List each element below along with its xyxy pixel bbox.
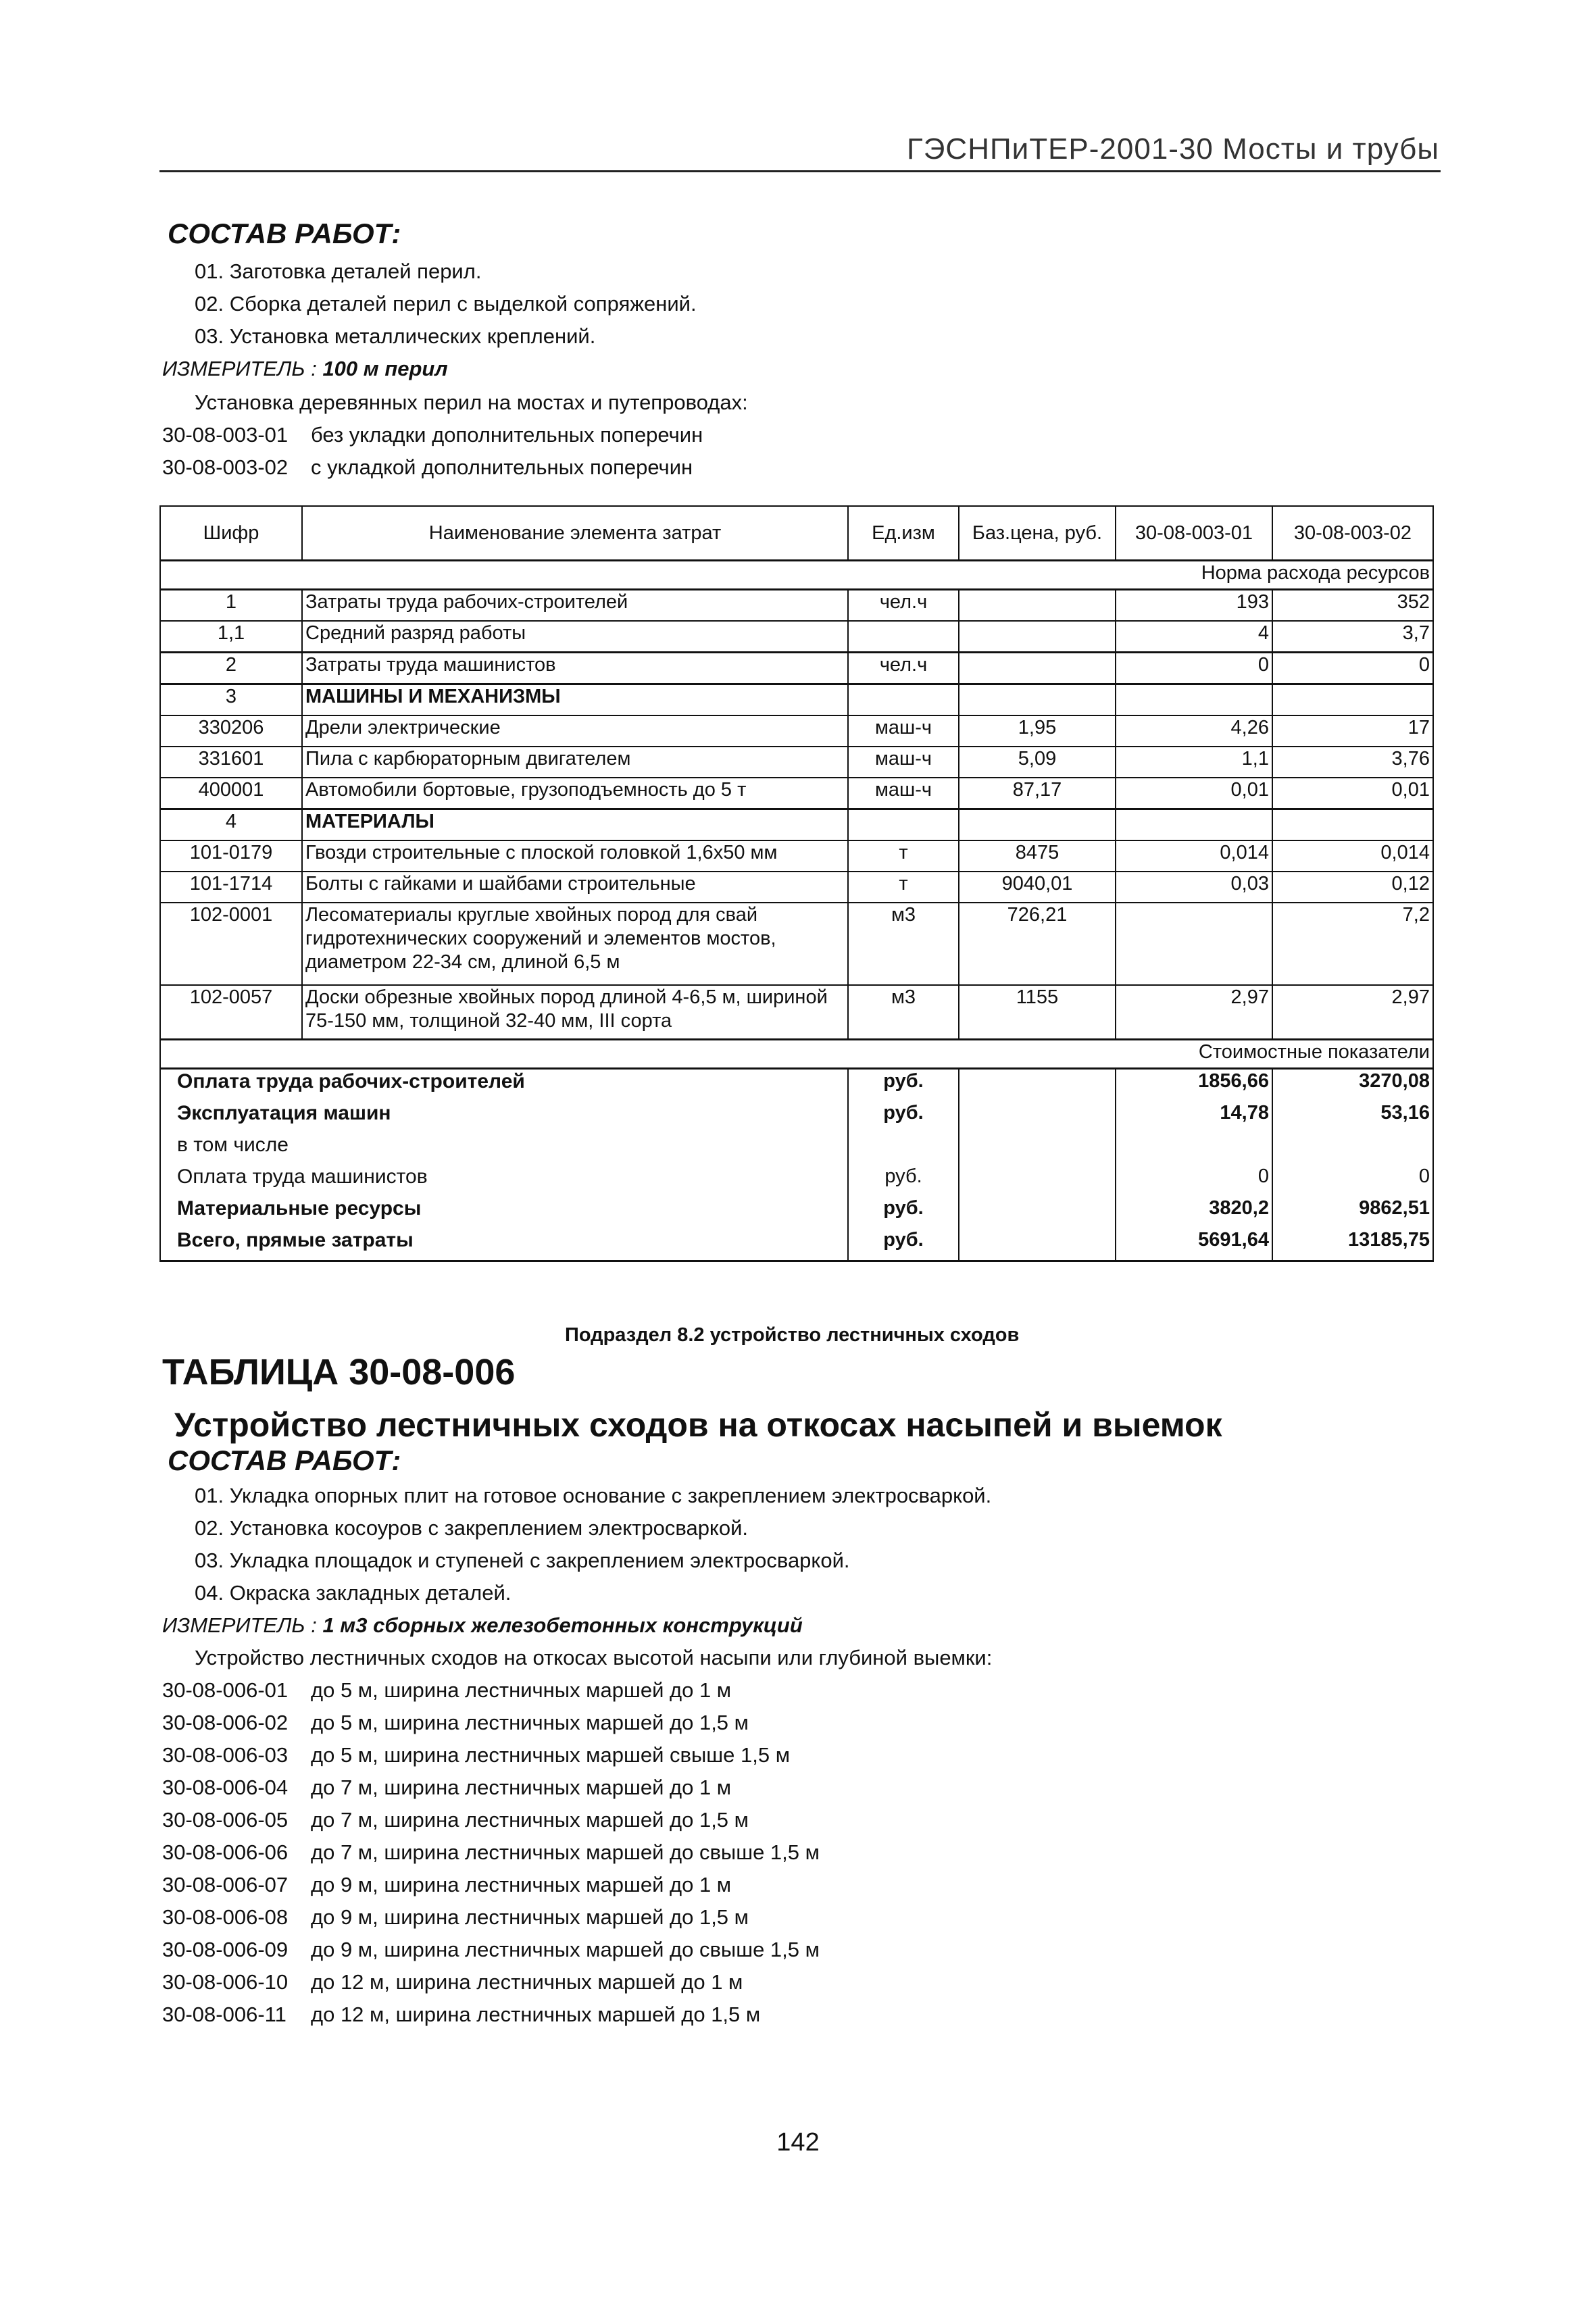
cell-name: Автомобили бортовые, грузоподъемность до 5 т	[302, 778, 848, 809]
summary-price	[959, 1228, 1116, 1261]
cell-unit	[848, 684, 959, 716]
cell-price: 726,21	[959, 903, 1116, 985]
summary-unit: руб.	[848, 1101, 959, 1133]
header-rule	[159, 170, 1441, 172]
cell-code: 101-1714	[160, 872, 302, 903]
cell-price	[959, 809, 1116, 841]
cell-rate-1	[1116, 809, 1272, 841]
rate-code: 30-08-006-11	[162, 2003, 286, 2026]
cell-code: 330206	[160, 715, 302, 747]
summary-rate-2	[1272, 1133, 1433, 1165]
cell-unit: м3	[848, 903, 959, 985]
cell-unit: м3	[848, 985, 959, 1040]
cell-price	[959, 653, 1116, 684]
cell-rate-2: 352	[1272, 590, 1433, 622]
rate-description: до 12 м, ширина лестничных маршей до 1,5 м	[311, 2003, 761, 2026]
summary-row	[160, 1228, 1433, 1261]
table-row	[160, 985, 1433, 1040]
table-row	[160, 590, 1433, 622]
cell-rate-2: 7,2	[1272, 903, 1433, 985]
summary-label: Материальные ресурсы	[160, 1197, 848, 1228]
summary-rate-1: 14,78	[1116, 1101, 1272, 1133]
cell-name: Пила с карбюраторным двигателем	[302, 747, 848, 778]
rate-code: 30-08-003-01	[162, 423, 289, 447]
cell-price: 5,09	[959, 747, 1116, 778]
norm-band-row	[160, 561, 1433, 590]
summary-price	[959, 1165, 1116, 1197]
rate-description: до 12 м, ширина лестничных маршей до 1 м	[311, 1970, 743, 1994]
cell-rate-2: 0,01	[1272, 778, 1433, 809]
summary-label: Оплата труда рабочих-строителей	[160, 1069, 848, 1102]
cell-unit: т	[848, 840, 959, 872]
rate-code: 30-08-006-08	[162, 1905, 289, 1929]
rate-code: 30-08-006-02	[162, 1711, 289, 1734]
summary-price	[959, 1101, 1116, 1133]
cell-name: Болты с гайками и шайбами строительные	[302, 872, 848, 903]
cell-name: Затраты труда машинистов	[302, 653, 848, 684]
cell-name: МАТЕРИАЛЫ	[302, 809, 848, 841]
cell-price: 1155	[959, 985, 1116, 1040]
table-row	[160, 778, 1433, 809]
cell-rate-1	[1116, 684, 1272, 716]
cell-rate-2	[1272, 684, 1433, 716]
cell-name: Доски обрезные хвойных пород длиной 4-6,5 м, шириной 75-150 мм, толщиной 32-40 мм, III сорта	[302, 985, 848, 1040]
summary-rate-1: 5691,64	[1116, 1228, 1272, 1261]
rate-intro: Установка деревянных перил на мостах и путепроводах:	[195, 391, 748, 414]
column-header-unit: Ед.изм	[848, 506, 959, 561]
cell-code: 101-0179	[160, 840, 302, 872]
rate-description: до 7 м, ширина лестничных маршей до 1 м	[311, 1776, 732, 1799]
cell-rate-1: 1,1	[1116, 747, 1272, 778]
cost-band-label: Стоимостные показатели	[160, 1040, 1433, 1069]
table-row	[160, 872, 1433, 903]
cell-name: Дрели электрические	[302, 715, 848, 747]
summary-price	[959, 1197, 1116, 1228]
summary-unit: руб.	[848, 1069, 959, 1102]
cell-price	[959, 621, 1116, 653]
work-step: 02. Сборка деталей перил с выделкой сопряжений.	[195, 292, 697, 316]
cell-price: 8475	[959, 840, 1116, 872]
column-header-rate-2: 30-08-003-02	[1272, 506, 1433, 561]
cell-code: 400001	[160, 778, 302, 809]
cell-rate-1	[1116, 903, 1272, 985]
rate-description: без укладки дополнительных поперечин	[311, 423, 703, 447]
summary-unit: руб.	[848, 1197, 959, 1228]
table-row	[160, 684, 1433, 716]
cell-unit: чел.ч	[848, 653, 959, 684]
cell-unit	[848, 809, 959, 841]
subsection-title: Подраздел 8.2 устройство лестничных сходов	[565, 1324, 1020, 1346]
cell-code: 102-0057	[160, 985, 302, 1040]
summary-price	[959, 1133, 1116, 1165]
rate-code: 30-08-006-06	[162, 1840, 289, 1864]
cell-unit: маш-ч	[848, 778, 959, 809]
cell-rate-2: 0,014	[1272, 840, 1433, 872]
summary-row	[160, 1101, 1433, 1133]
cell-code: 3	[160, 684, 302, 716]
cell-unit: т	[848, 872, 959, 903]
cell-unit: маш-ч	[848, 715, 959, 747]
page-number: 142	[776, 2128, 820, 2157]
cell-rate-2: 3,7	[1272, 621, 1433, 653]
cell-name: Затраты труда рабочих-строителей	[302, 590, 848, 622]
rate-code: 30-08-006-03	[162, 1743, 289, 1767]
measure-label: ИЗМЕРИТЕЛЬ :	[162, 1613, 323, 1637]
cell-rate-2: 0	[1272, 653, 1433, 684]
table-row	[160, 903, 1433, 985]
table-row	[160, 809, 1433, 841]
table-row	[160, 715, 1433, 747]
summary-rate-1: 1856,66	[1116, 1069, 1272, 1102]
cell-rate-2: 17	[1272, 715, 1433, 747]
summary-rate-2: 13185,75	[1272, 1228, 1433, 1261]
summary-unit	[848, 1133, 959, 1165]
rate-code: 30-08-006-04	[162, 1776, 289, 1799]
cell-rate-1: 2,97	[1116, 985, 1272, 1040]
summary-label: Оплата труда машинистов	[160, 1165, 848, 1197]
rate-description: до 5 м, ширина лестничных маршей до 1 м	[311, 1678, 732, 1702]
rate-description: до 7 м, ширина лестничных маршей до свыше 1,5 м	[311, 1840, 820, 1864]
cell-rate-1: 0,014	[1116, 840, 1272, 872]
cell-rate-1: 4,26	[1116, 715, 1272, 747]
cell-rate-1: 0,03	[1116, 872, 1272, 903]
cell-rate-1: 0,01	[1116, 778, 1272, 809]
work-step: 03. Укладка площадок и ступеней с закреплением электросваркой.	[195, 1549, 850, 1572]
cell-code: 1	[160, 590, 302, 622]
summary-rate-2: 0	[1272, 1165, 1433, 1197]
rate-code: 30-08-006-05	[162, 1808, 289, 1832]
summary-rate-1: 0	[1116, 1165, 1272, 1197]
cell-price: 87,17	[959, 778, 1116, 809]
rate-description: до 5 м, ширина лестничных маршей до 1,5 м	[311, 1711, 749, 1734]
summary-rate-2: 9862,51	[1272, 1197, 1433, 1228]
table-row	[160, 840, 1433, 872]
summary-rate-1	[1116, 1133, 1272, 1165]
table-header-row	[160, 506, 1433, 561]
cell-rate-2	[1272, 809, 1433, 841]
measure-value: 1 м3 сборных железобетонных конструкций	[322, 1613, 803, 1637]
running-header: ГЭСНПиТЕР-2001-30 Мосты и трубы	[906, 132, 1439, 166]
rate-description: до 9 м, ширина лестничных маршей до 1,5 м	[311, 1905, 749, 1929]
rate-intro: Устройство лестничных сходов на откосах высотой насыпи или глубиной выемки:	[195, 1646, 993, 1669]
summary-rate-1: 3820,2	[1116, 1197, 1272, 1228]
cell-code: 2	[160, 653, 302, 684]
cell-rate-1: 0	[1116, 653, 1272, 684]
measure-line	[162, 357, 448, 381]
column-header-rate-1: 30-08-003-01	[1116, 506, 1272, 561]
summary-price	[959, 1069, 1116, 1102]
cell-rate-2: 0,12	[1272, 872, 1433, 903]
rate-code: 30-08-006-10	[162, 1970, 289, 1994]
cell-price	[959, 684, 1116, 716]
column-header-name: Наименование элемента затрат	[302, 506, 848, 561]
cell-code: 1,1	[160, 621, 302, 653]
summary-label: Эксплуатация машин	[160, 1101, 848, 1133]
rate-code: 30-08-003-02	[162, 455, 289, 479]
cell-name: Гвозди строительные с плоской головкой 1,6х50 мм	[302, 840, 848, 872]
work-composition-title: СОСТАВ РАБОТ:	[168, 1444, 401, 1476]
norm-band-label: Норма расхода ресурсов	[160, 561, 1433, 590]
cell-unit	[848, 621, 959, 653]
cell-code: 4	[160, 809, 302, 841]
cell-name: МАШИНЫ И МЕХАНИЗМЫ	[302, 684, 848, 716]
cell-price: 9040,01	[959, 872, 1116, 903]
cell-code: 102-0001	[160, 903, 302, 985]
table-row	[160, 747, 1433, 778]
table-code-heading: ТАБЛИЦА 30-08-006	[162, 1352, 516, 1392]
work-step: 01. Заготовка деталей перил.	[195, 259, 482, 283]
cell-price	[959, 590, 1116, 622]
cell-unit: маш-ч	[848, 747, 959, 778]
work-step: 01. Укладка опорных плит на готовое основание с закреплением электросваркой.	[195, 1484, 992, 1507]
summary-row	[160, 1069, 1433, 1102]
summary-label: в том числе	[160, 1133, 848, 1165]
rate-description: до 7 м, ширина лестничных маршей до 1,5 м	[311, 1808, 749, 1832]
cell-name: Средний разряд работы	[302, 621, 848, 653]
summary-row	[160, 1197, 1433, 1228]
cell-rate-2: 2,97	[1272, 985, 1433, 1040]
table-row	[160, 653, 1433, 684]
cell-unit: чел.ч	[848, 590, 959, 622]
cell-code: 331601	[160, 747, 302, 778]
column-header-code: Шифр	[160, 506, 302, 561]
summary-unit: руб.	[848, 1228, 959, 1261]
measure-label: ИЗМЕРИТЕЛЬ :	[162, 357, 323, 380]
measure-value: 100 м перил	[322, 357, 448, 380]
summary-rate-2: 53,16	[1272, 1101, 1433, 1133]
cell-rate-2: 3,76	[1272, 747, 1433, 778]
cell-price: 1,95	[959, 715, 1116, 747]
table-title: Устройство лестничных сходов на откосах насыпей и выемок	[174, 1406, 1222, 1444]
cell-rate-1: 193	[1116, 590, 1272, 622]
summary-row	[160, 1133, 1433, 1165]
rate-code: 30-08-006-09	[162, 1938, 289, 1961]
summary-unit: руб.	[848, 1165, 959, 1197]
rate-description: до 5 м, ширина лестничных маршей свыше 1,5 м	[311, 1743, 791, 1767]
column-header-base-price: Баз.цена, руб.	[959, 506, 1116, 561]
measure-line	[162, 1613, 803, 1638]
work-step: 03. Установка металлических креплений.	[195, 324, 596, 348]
cell-name: Лесоматериалы круглые хвойных пород для свай гидротехнических сооружений и элементов мостов, диаметром 22-34 см, длиной 6,5 м	[302, 903, 848, 985]
cost-band-row	[160, 1040, 1433, 1069]
rate-description: до 9 м, ширина лестничных маршей до 1 м	[311, 1873, 732, 1896]
rate-description: до 9 м, ширина лестничных маршей до свыше 1,5 м	[311, 1938, 820, 1961]
work-composition-title: СОСТАВ РАБОТ:	[168, 218, 401, 249]
rate-description: с укладкой дополнительных поперечин	[311, 455, 693, 479]
summary-rate-2: 3270,08	[1272, 1069, 1433, 1102]
resource-norm-table	[159, 505, 1434, 1262]
work-step: 04. Окраска закладных деталей.	[195, 1581, 512, 1605]
cell-rate-1: 4	[1116, 621, 1272, 653]
rate-code: 30-08-006-01	[162, 1678, 289, 1702]
work-step: 02. Установка косоуров с закреплением электросваркой.	[195, 1516, 749, 1540]
rate-code: 30-08-006-07	[162, 1873, 289, 1896]
table-row	[160, 621, 1433, 653]
summary-label: Всего, прямые затраты	[160, 1228, 848, 1261]
summary-row	[160, 1165, 1433, 1197]
